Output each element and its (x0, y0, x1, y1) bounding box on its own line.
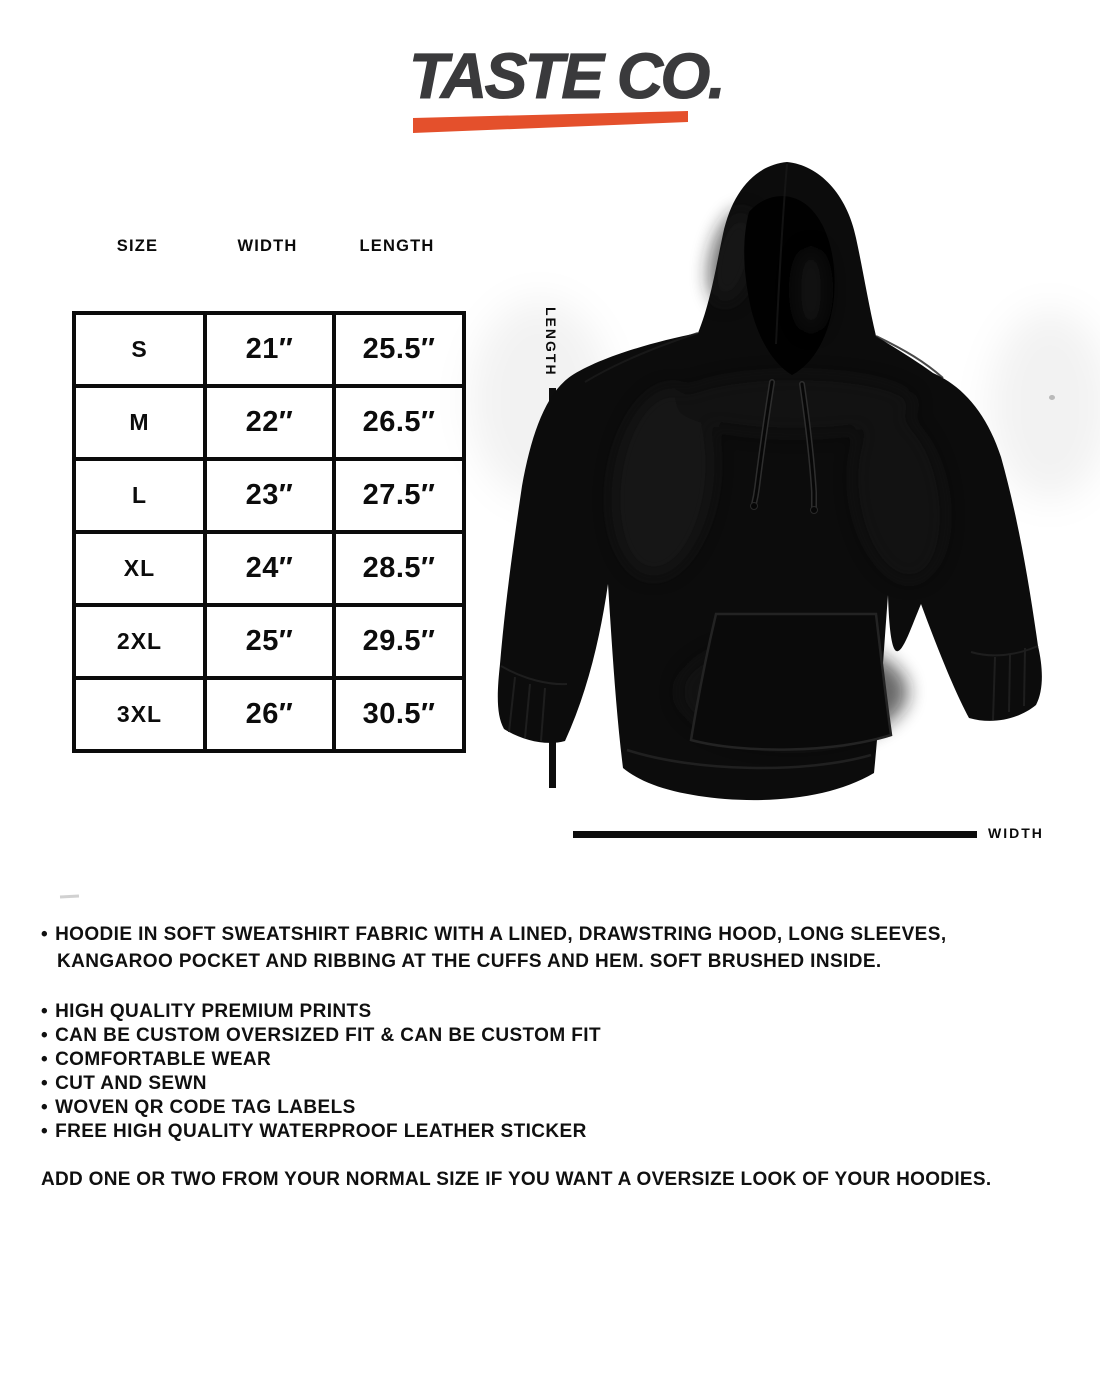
sizing-note: ADD ONE OR TWO FROM YOUR NORMAL SIZE IF YOU WANT A OVERSIZE LOOK OF YOUR HOODIES. (41, 1169, 992, 1190)
width-cell: 25″ (205, 605, 334, 678)
length-cell: 28.5″ (334, 532, 464, 605)
product-details-section (41, 921, 1049, 1192)
header-width: WIDTH (237, 237, 298, 255)
bullet-dot: • (41, 924, 49, 945)
width-cell: 26″ (205, 678, 334, 751)
width-cell: 22″ (205, 386, 334, 459)
bullet-dot: • (41, 1097, 49, 1118)
list-item (41, 1096, 1049, 1120)
bullet-dot: • (41, 1121, 49, 1142)
size-chart-table (72, 311, 466, 753)
kangaroo-pocket (691, 614, 891, 750)
bullet-dot: • (41, 1025, 49, 1046)
logo-underline-shape (413, 111, 688, 133)
header-length: LENGTH (359, 237, 435, 255)
length-cell: 25.5″ (334, 313, 464, 386)
bullet-dot: • (41, 1001, 49, 1022)
detail-item-text: FREE HIGH QUALITY WATERPROOF LEATHER STICKER (55, 1121, 587, 1142)
table-row (74, 605, 464, 678)
length-dimension-label: LENGTH (543, 307, 559, 377)
list-item (41, 1048, 1049, 1072)
detail-item-text: CUT AND SEWN (55, 1073, 207, 1094)
detail-bullet-list (41, 1000, 1049, 1144)
table-row (74, 386, 464, 459)
length-cell: 30.5″ (334, 678, 464, 751)
length-cell: 27.5″ (334, 459, 464, 532)
width-cell: 21″ (205, 313, 334, 386)
detail-item-text: CAN BE CUSTOM OVERSIZED FIT & CAN BE CUSTOM FIT (55, 1025, 601, 1046)
table-row (74, 532, 464, 605)
table-row (74, 678, 464, 751)
width-cell: 23″ (205, 459, 334, 532)
brand-logo: TASTE CO. (409, 40, 724, 112)
detail-item-text: WOVEN QR CODE TAG LABELS (55, 1097, 356, 1118)
width-dimension-line (573, 831, 977, 838)
width-dimension-label: WIDTH (988, 825, 1044, 841)
length-cell: 26.5″ (334, 386, 464, 459)
size-chart-headers (72, 237, 462, 256)
detail-item-text: COMFORTABLE WEAR (55, 1049, 272, 1070)
hood-lining-sheen (795, 248, 827, 332)
list-item (41, 1072, 1049, 1096)
logo-underline-icon (413, 111, 688, 134)
size-cell: S (74, 313, 205, 386)
size-cell: 3XL (74, 678, 205, 751)
table-row (74, 459, 464, 532)
size-cell: L (74, 459, 205, 532)
detail-intro-bullet (41, 921, 1049, 975)
width-cell: 24″ (205, 532, 334, 605)
hoodie-illustration (495, 152, 1055, 832)
size-cell: 2XL (74, 605, 205, 678)
length-cell: 29.5″ (334, 605, 464, 678)
bullet-dot: • (41, 1073, 49, 1094)
detail-intro-text: HOODIE IN SOFT SWEATSHIRT FABRIC WITH A LINED, DRAWSTRING HOOD, LONG SLEEVES, KANGAROO POCKET AND RIBBING AT THE CUFFS AND HEM. SOFT BRUSHED INSIDE. (55, 924, 947, 972)
detail-item-text: HIGH QUALITY PREMIUM PRINTS (55, 1001, 372, 1022)
size-cell: M (74, 386, 205, 459)
size-cell: XL (74, 532, 205, 605)
scan-artifact (60, 895, 79, 899)
list-item (41, 1000, 1049, 1024)
list-item (41, 1024, 1049, 1048)
list-item (41, 1120, 1049, 1144)
bullet-dot: • (41, 1049, 49, 1070)
table-row (74, 313, 464, 386)
header-size: SIZE (116, 237, 159, 255)
